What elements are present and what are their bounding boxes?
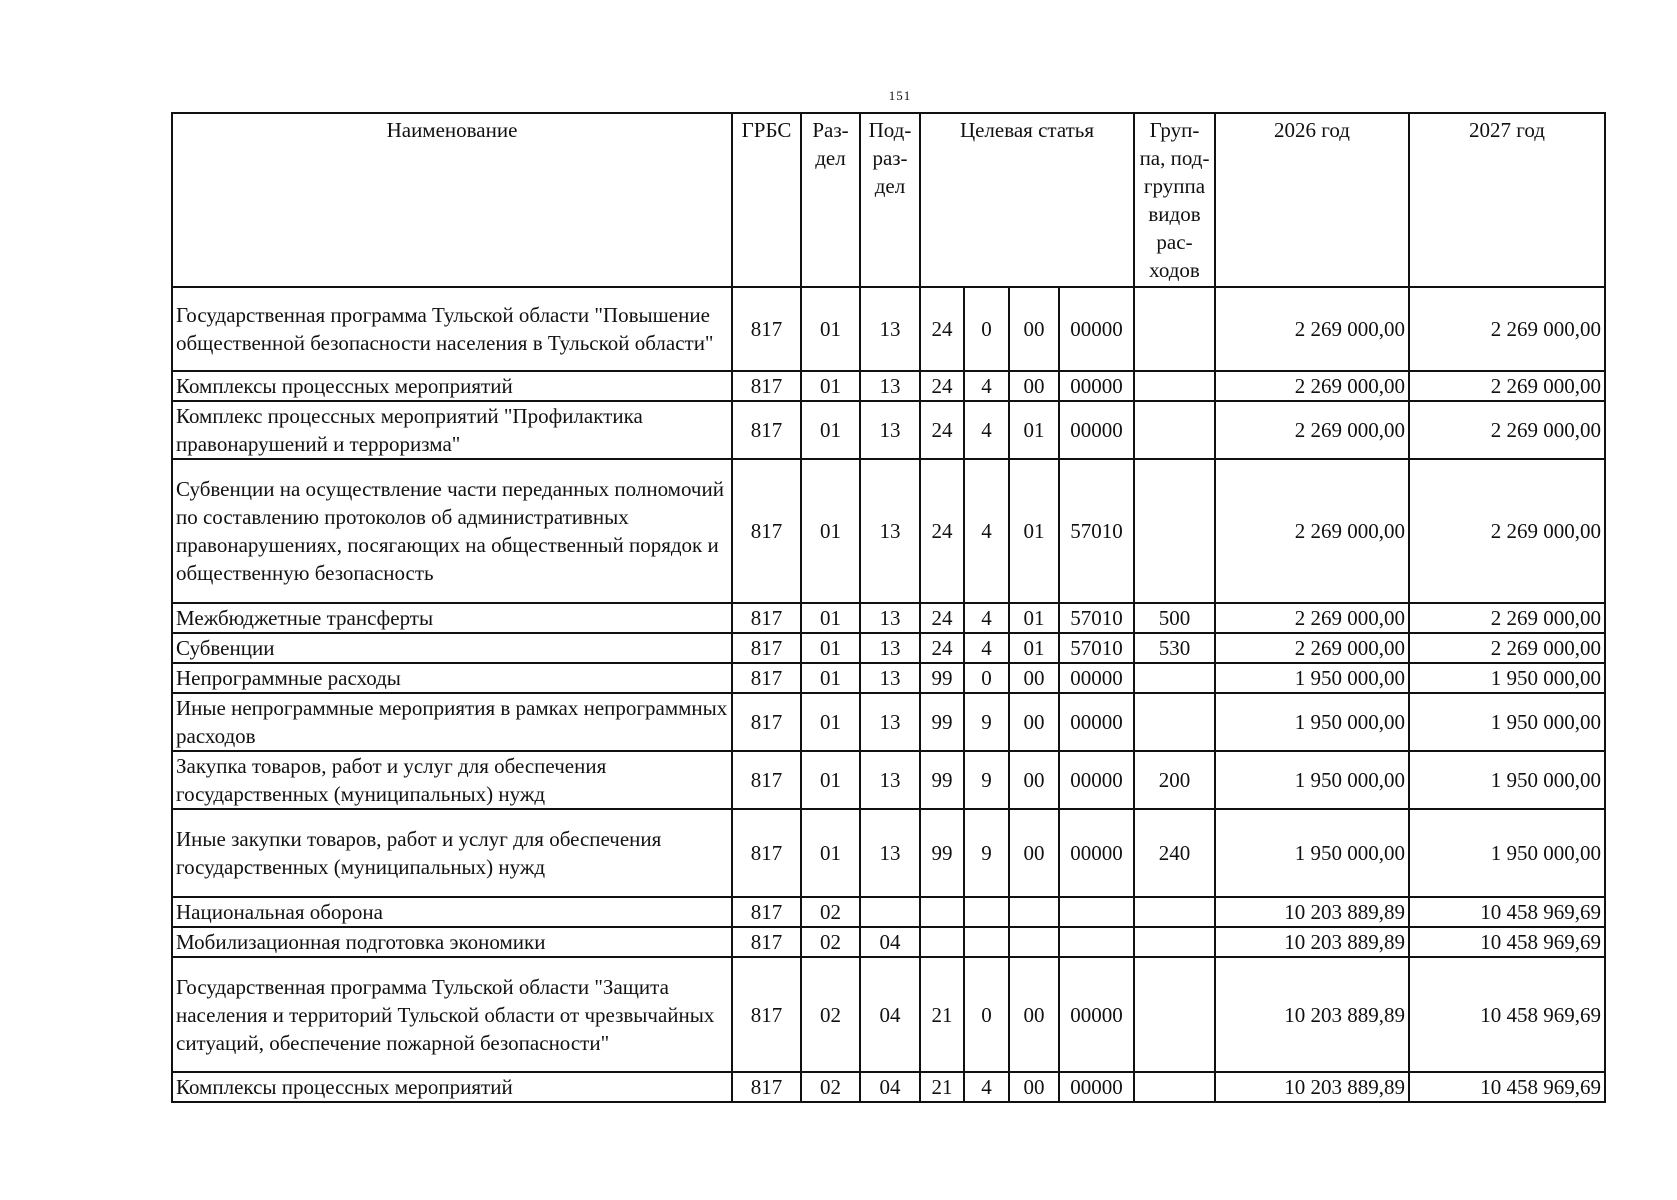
table-row bbox=[172, 371, 1605, 401]
row-grbs: 817 bbox=[732, 927, 801, 957]
row-expense-group bbox=[1134, 371, 1215, 401]
row-target-program: 24 bbox=[920, 603, 964, 633]
row-expense-group: 240 bbox=[1134, 809, 1215, 897]
row-amount-2026: 2 269 000,00 bbox=[1215, 459, 1409, 603]
row-target-program: 99 bbox=[920, 751, 964, 809]
header-year-2027: 2027 год bbox=[1409, 113, 1605, 287]
row-expense-group bbox=[1134, 957, 1215, 1072]
table-row bbox=[172, 927, 1605, 957]
page-number: 151 bbox=[888, 88, 912, 103]
row-expense-group bbox=[1134, 401, 1215, 459]
row-amount-2026: 10 203 889,89 bbox=[1215, 957, 1409, 1072]
row-razdel: 02 bbox=[801, 957, 860, 1072]
row-name: Закупка товаров, работ и услуг для обеспечения государственных (муниципальных) нужд bbox=[172, 751, 732, 809]
header-expense-group: Груп- па, под- группа видов рас- ходов bbox=[1134, 113, 1215, 287]
row-target-subprogram bbox=[1009, 927, 1059, 957]
row-expense-group bbox=[1134, 663, 1215, 693]
row-amount-2027: 2 269 000,00 bbox=[1409, 287, 1605, 371]
row-razdel: 01 bbox=[801, 663, 860, 693]
row-razdel: 02 bbox=[801, 897, 860, 927]
row-target-type: 9 bbox=[964, 693, 1009, 751]
row-name: Комплексы процессных мероприятий bbox=[172, 1072, 732, 1102]
row-target-type: 4 bbox=[964, 1072, 1009, 1102]
row-podrazdel bbox=[860, 897, 920, 927]
row-grbs: 817 bbox=[732, 897, 801, 927]
row-amount-2027: 2 269 000,00 bbox=[1409, 633, 1605, 663]
row-grbs: 817 bbox=[732, 371, 801, 401]
header-target-article: Целевая статья bbox=[920, 113, 1134, 287]
row-amount-2026: 1 950 000,00 bbox=[1215, 663, 1409, 693]
row-target-direction: 57010 bbox=[1059, 459, 1134, 603]
row-expense-group bbox=[1134, 1072, 1215, 1102]
row-grbs: 817 bbox=[732, 957, 801, 1072]
header-name: Наименование bbox=[172, 113, 732, 287]
row-target-direction: 57010 bbox=[1059, 603, 1134, 633]
row-razdel: 01 bbox=[801, 633, 860, 663]
table-row bbox=[172, 809, 1605, 897]
row-razdel: 01 bbox=[801, 401, 860, 459]
row-podrazdel: 13 bbox=[860, 693, 920, 751]
row-podrazdel: 13 bbox=[860, 809, 920, 897]
row-target-direction: 00000 bbox=[1059, 751, 1134, 809]
row-podrazdel: 13 bbox=[860, 603, 920, 633]
table-row bbox=[172, 693, 1605, 751]
row-razdel: 02 bbox=[801, 1072, 860, 1102]
row-grbs: 817 bbox=[732, 693, 801, 751]
row-target-program: 21 bbox=[920, 957, 964, 1072]
row-target-direction bbox=[1059, 927, 1134, 957]
row-expense-group: 200 bbox=[1134, 751, 1215, 809]
row-amount-2027: 10 458 969,69 bbox=[1409, 1072, 1605, 1102]
row-podrazdel: 13 bbox=[860, 401, 920, 459]
row-target-type: 4 bbox=[964, 459, 1009, 603]
row-expense-group bbox=[1134, 693, 1215, 751]
table-body bbox=[172, 287, 1605, 1102]
table-row bbox=[172, 751, 1605, 809]
row-podrazdel: 04 bbox=[860, 927, 920, 957]
row-podrazdel: 04 bbox=[860, 957, 920, 1072]
row-amount-2026: 2 269 000,00 bbox=[1215, 633, 1409, 663]
row-target-direction: 00000 bbox=[1059, 693, 1134, 751]
row-podrazdel: 13 bbox=[860, 633, 920, 663]
row-expense-group bbox=[1134, 927, 1215, 957]
row-target-direction: 00000 bbox=[1059, 287, 1134, 371]
row-target-subprogram bbox=[1009, 897, 1059, 927]
row-amount-2026: 10 203 889,89 bbox=[1215, 897, 1409, 927]
row-expense-group bbox=[1134, 897, 1215, 927]
row-target-subprogram: 00 bbox=[1009, 287, 1059, 371]
row-target-direction: 00000 bbox=[1059, 809, 1134, 897]
table-row bbox=[172, 287, 1605, 371]
row-target-type bbox=[964, 897, 1009, 927]
header-podrazdel: Под- раз- дел bbox=[860, 113, 920, 287]
row-amount-2026: 10 203 889,89 bbox=[1215, 1072, 1409, 1102]
row-podrazdel: 13 bbox=[860, 371, 920, 401]
row-amount-2026: 2 269 000,00 bbox=[1215, 603, 1409, 633]
row-amount-2026: 1 950 000,00 bbox=[1215, 751, 1409, 809]
table-row bbox=[172, 957, 1605, 1072]
header-year-2026: 2026 год bbox=[1215, 113, 1409, 287]
row-razdel: 01 bbox=[801, 809, 860, 897]
row-target-subprogram: 00 bbox=[1009, 693, 1059, 751]
row-amount-2027: 1 950 000,00 bbox=[1409, 751, 1605, 809]
row-target-program: 24 bbox=[920, 371, 964, 401]
row-grbs: 817 bbox=[732, 603, 801, 633]
row-target-type: 0 bbox=[964, 287, 1009, 371]
row-name: Государственная программа Тульской области "Защита населения и территорий Тульской области от чрезвычайных ситуаций, обеспечение пожарной безопасности" bbox=[172, 957, 732, 1072]
row-target-subprogram: 00 bbox=[1009, 371, 1059, 401]
row-target-program: 21 bbox=[920, 1072, 964, 1102]
row-grbs: 817 bbox=[732, 459, 801, 603]
row-amount-2026: 10 203 889,89 bbox=[1215, 927, 1409, 957]
row-target-program bbox=[920, 927, 964, 957]
row-expense-group: 530 bbox=[1134, 633, 1215, 663]
row-target-type: 0 bbox=[964, 957, 1009, 1072]
table-row bbox=[172, 603, 1605, 633]
row-razdel: 01 bbox=[801, 459, 860, 603]
row-grbs: 817 bbox=[732, 401, 801, 459]
row-target-type: 0 bbox=[964, 663, 1009, 693]
row-name: Мобилизационная подготовка экономики bbox=[172, 927, 732, 957]
row-podrazdel: 13 bbox=[860, 751, 920, 809]
row-name: Национальная оборона bbox=[172, 897, 732, 927]
row-target-direction: 00000 bbox=[1059, 663, 1134, 693]
header-razdel: Раз- дел bbox=[801, 113, 860, 287]
row-name: Непрограммные расходы bbox=[172, 663, 732, 693]
row-podrazdel: 13 bbox=[860, 663, 920, 693]
row-name: Комплексы процессных мероприятий bbox=[172, 371, 732, 401]
row-amount-2027: 2 269 000,00 bbox=[1409, 603, 1605, 633]
row-target-program: 99 bbox=[920, 663, 964, 693]
row-grbs: 817 bbox=[732, 1072, 801, 1102]
row-target-program: 99 bbox=[920, 809, 964, 897]
row-amount-2027: 10 458 969,69 bbox=[1409, 927, 1605, 957]
row-amount-2026: 1 950 000,00 bbox=[1215, 693, 1409, 751]
table-row bbox=[172, 1072, 1605, 1102]
row-name: Субвенции bbox=[172, 633, 732, 663]
row-target-subprogram: 00 bbox=[1009, 663, 1059, 693]
row-grbs: 817 bbox=[732, 287, 801, 371]
row-razdel: 01 bbox=[801, 751, 860, 809]
row-expense-group bbox=[1134, 287, 1215, 371]
table-header bbox=[172, 113, 1605, 287]
row-target-subprogram: 00 bbox=[1009, 1072, 1059, 1102]
row-target-direction: 00000 bbox=[1059, 1072, 1134, 1102]
row-target-type: 4 bbox=[964, 401, 1009, 459]
row-target-subprogram: 00 bbox=[1009, 957, 1059, 1072]
row-amount-2026: 2 269 000,00 bbox=[1215, 401, 1409, 459]
row-target-direction: 57010 bbox=[1059, 633, 1134, 663]
row-target-program: 24 bbox=[920, 287, 964, 371]
row-target-program: 24 bbox=[920, 633, 964, 663]
row-amount-2027: 2 269 000,00 bbox=[1409, 459, 1605, 603]
row-razdel: 02 bbox=[801, 927, 860, 957]
row-name: Межбюджетные трансферты bbox=[172, 603, 732, 633]
row-amount-2026: 1 950 000,00 bbox=[1215, 809, 1409, 897]
row-target-direction bbox=[1059, 897, 1134, 927]
row-name: Иные закупки товаров, работ и услуг для обеспечения государственных (муниципальных) нужд bbox=[172, 809, 732, 897]
row-amount-2027: 2 269 000,00 bbox=[1409, 371, 1605, 401]
row-target-subprogram: 01 bbox=[1009, 633, 1059, 663]
table-row bbox=[172, 663, 1605, 693]
row-grbs: 817 bbox=[732, 663, 801, 693]
row-amount-2026: 2 269 000,00 bbox=[1215, 371, 1409, 401]
table-row bbox=[172, 401, 1605, 459]
row-target-type: 4 bbox=[964, 603, 1009, 633]
row-target-type: 9 bbox=[964, 751, 1009, 809]
row-podrazdel: 13 bbox=[860, 287, 920, 371]
row-expense-group: 500 bbox=[1134, 603, 1215, 633]
row-expense-group bbox=[1134, 459, 1215, 603]
row-name: Субвенции на осуществление части переданных полномочий по составлению протоколов об административных правонарушениях, посягающих на общественный порядок и общественную безопасность bbox=[172, 459, 732, 603]
row-target-type: 4 bbox=[964, 633, 1009, 663]
row-amount-2027: 1 950 000,00 bbox=[1409, 663, 1605, 693]
row-target-type: 9 bbox=[964, 809, 1009, 897]
row-target-subprogram: 01 bbox=[1009, 401, 1059, 459]
row-name: Комплекс процессных мероприятий "Профилактика правонарушений и терроризма" bbox=[172, 401, 732, 459]
row-target-subprogram: 00 bbox=[1009, 809, 1059, 897]
table-row bbox=[172, 897, 1605, 927]
row-razdel: 01 bbox=[801, 287, 860, 371]
row-grbs: 817 bbox=[732, 751, 801, 809]
table-row bbox=[172, 633, 1605, 663]
row-target-program: 24 bbox=[920, 459, 964, 603]
row-razdel: 01 bbox=[801, 371, 860, 401]
budget-table bbox=[171, 112, 1606, 1103]
row-grbs: 817 bbox=[732, 809, 801, 897]
table-row bbox=[172, 459, 1605, 603]
row-target-program bbox=[920, 897, 964, 927]
row-target-direction: 00000 bbox=[1059, 957, 1134, 1072]
row-target-direction: 00000 bbox=[1059, 371, 1134, 401]
row-target-subprogram: 00 bbox=[1009, 751, 1059, 809]
row-name: Иные непрограммные мероприятия в рамках непрограммных расходов bbox=[172, 693, 732, 751]
row-amount-2027: 1 950 000,00 bbox=[1409, 809, 1605, 897]
row-podrazdel: 04 bbox=[860, 1072, 920, 1102]
row-target-type: 4 bbox=[964, 371, 1009, 401]
row-target-program: 24 bbox=[920, 401, 964, 459]
row-target-subprogram: 01 bbox=[1009, 459, 1059, 603]
row-amount-2027: 2 269 000,00 bbox=[1409, 401, 1605, 459]
row-target-direction: 00000 bbox=[1059, 401, 1134, 459]
header-grbs: ГРБС bbox=[732, 113, 801, 287]
row-grbs: 817 bbox=[732, 633, 801, 663]
row-target-program: 99 bbox=[920, 693, 964, 751]
row-target-subprogram: 01 bbox=[1009, 603, 1059, 633]
row-amount-2027: 10 458 969,69 bbox=[1409, 897, 1605, 927]
row-name: Государственная программа Тульской области "Повышение общественной безопасности населения в Тульской области" bbox=[172, 287, 732, 371]
row-amount-2027: 10 458 969,69 bbox=[1409, 957, 1605, 1072]
row-amount-2026: 2 269 000,00 bbox=[1215, 287, 1409, 371]
row-razdel: 01 bbox=[801, 603, 860, 633]
row-razdel: 01 bbox=[801, 693, 860, 751]
row-target-type bbox=[964, 927, 1009, 957]
row-podrazdel: 13 bbox=[860, 459, 920, 603]
row-amount-2027: 1 950 000,00 bbox=[1409, 693, 1605, 751]
